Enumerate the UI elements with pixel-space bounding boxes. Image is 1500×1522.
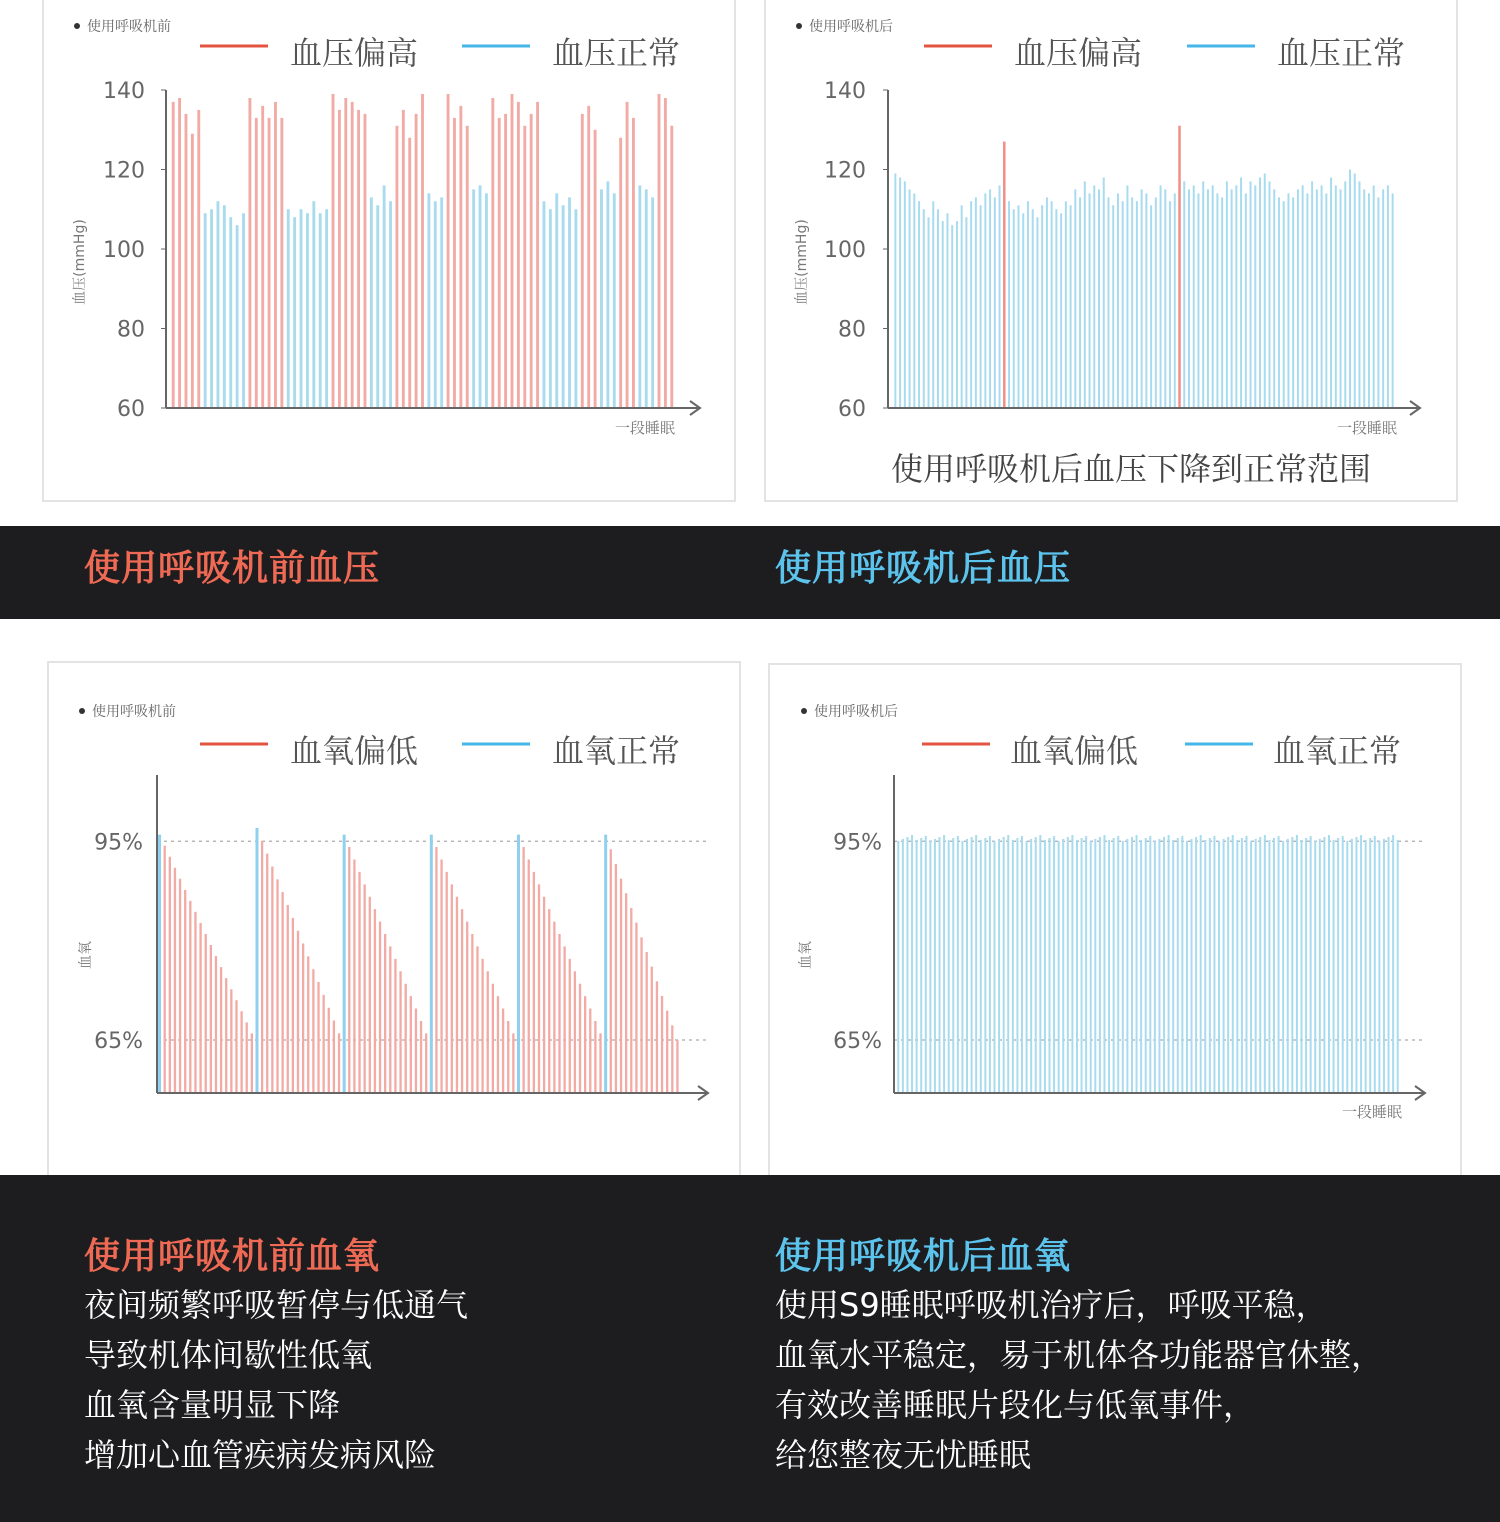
y-axis-label: 血氧 bbox=[78, 941, 94, 969]
y-tick-label: 60 bbox=[838, 397, 866, 422]
caption-bp-after: 使用呼吸机后血压 bbox=[775, 548, 1072, 589]
description-before bbox=[84, 1280, 468, 1480]
legend-label: 血压偏高 bbox=[290, 34, 419, 72]
x-axis-label: 一段睡眠 bbox=[1336, 419, 1397, 437]
description-line: 使用S9睡眠呼吸机治疗后，呼吸平稳， bbox=[775, 1286, 1328, 1324]
description-line: 给您整夜无忧睡眠 bbox=[775, 1436, 1032, 1474]
y-tick-label: 100 bbox=[103, 238, 145, 263]
description-line: 导致机体间歇性低氧 bbox=[84, 1336, 373, 1374]
y-tick-label: 140 bbox=[824, 79, 866, 104]
y-tick-label: 95% bbox=[94, 830, 143, 856]
chart-tag: 使用呼吸机前 bbox=[87, 19, 171, 35]
y-axis-label: 血压(mmHg) bbox=[72, 219, 88, 305]
y-tick-label: 120 bbox=[824, 158, 866, 184]
y-tick-label: 100 bbox=[824, 238, 866, 263]
x-axis-label: 一段睡眠 bbox=[1341, 1103, 1402, 1121]
chart-tag: 使用呼吸机后 bbox=[809, 19, 893, 35]
description-line: 夜间频繁呼吸暂停与低通气 bbox=[84, 1286, 469, 1324]
description-line: 增加心血管疾病发病风险 bbox=[84, 1436, 437, 1474]
chart-tag-bullet bbox=[79, 708, 85, 714]
x-axis-label: 一段睡眠 bbox=[614, 419, 675, 437]
chart-annotation: 使用呼吸机后血压下降到正常范围 bbox=[890, 450, 1372, 488]
y-tick-label: 80 bbox=[838, 317, 866, 343]
chart-tag-bullet bbox=[74, 23, 80, 29]
chart-tag-bullet bbox=[796, 23, 802, 29]
y-tick-label: 60 bbox=[117, 397, 145, 422]
chart-tag: 使用呼吸机前 bbox=[92, 704, 176, 720]
description-line: 血氧水平稳定，易于机体各功能器官休整， bbox=[775, 1336, 1384, 1374]
y-tick-label: 140 bbox=[103, 79, 145, 104]
legend-label: 血氧偏低 bbox=[1010, 732, 1139, 770]
y-tick-label: 65% bbox=[833, 1029, 882, 1054]
y-tick-label: 120 bbox=[103, 158, 145, 184]
legend-label: 血压偏高 bbox=[1014, 34, 1143, 72]
y-axis-label: 血氧 bbox=[798, 941, 814, 969]
y-tick-label: 95% bbox=[833, 830, 882, 856]
y-axis-label: 血压(mmHg) bbox=[794, 219, 810, 305]
legend-label: 血氧正常 bbox=[1273, 732, 1402, 770]
legend-label: 血氧偏低 bbox=[290, 732, 419, 770]
y-tick-label: 65% bbox=[94, 1029, 143, 1054]
caption-bp-before: 使用呼吸机前血压 bbox=[84, 548, 381, 589]
caption-spo2-before: 使用呼吸机前血氧 bbox=[84, 1236, 381, 1277]
chart-tag-bullet bbox=[801, 708, 807, 714]
caption-spo2-after: 使用呼吸机后血氧 bbox=[775, 1236, 1072, 1277]
chart-tag: 使用呼吸机后 bbox=[814, 704, 898, 720]
description-line: 血氧含量明显下降 bbox=[84, 1386, 341, 1424]
description-line: 有效改善睡眠片段化与低氧事件， bbox=[775, 1386, 1256, 1424]
legend-label: 血压正常 bbox=[552, 34, 681, 72]
description-after bbox=[775, 1280, 1383, 1480]
legend-label: 血压正常 bbox=[1277, 34, 1406, 72]
legend-label: 血氧正常 bbox=[552, 732, 681, 770]
y-tick-label: 80 bbox=[117, 317, 145, 343]
